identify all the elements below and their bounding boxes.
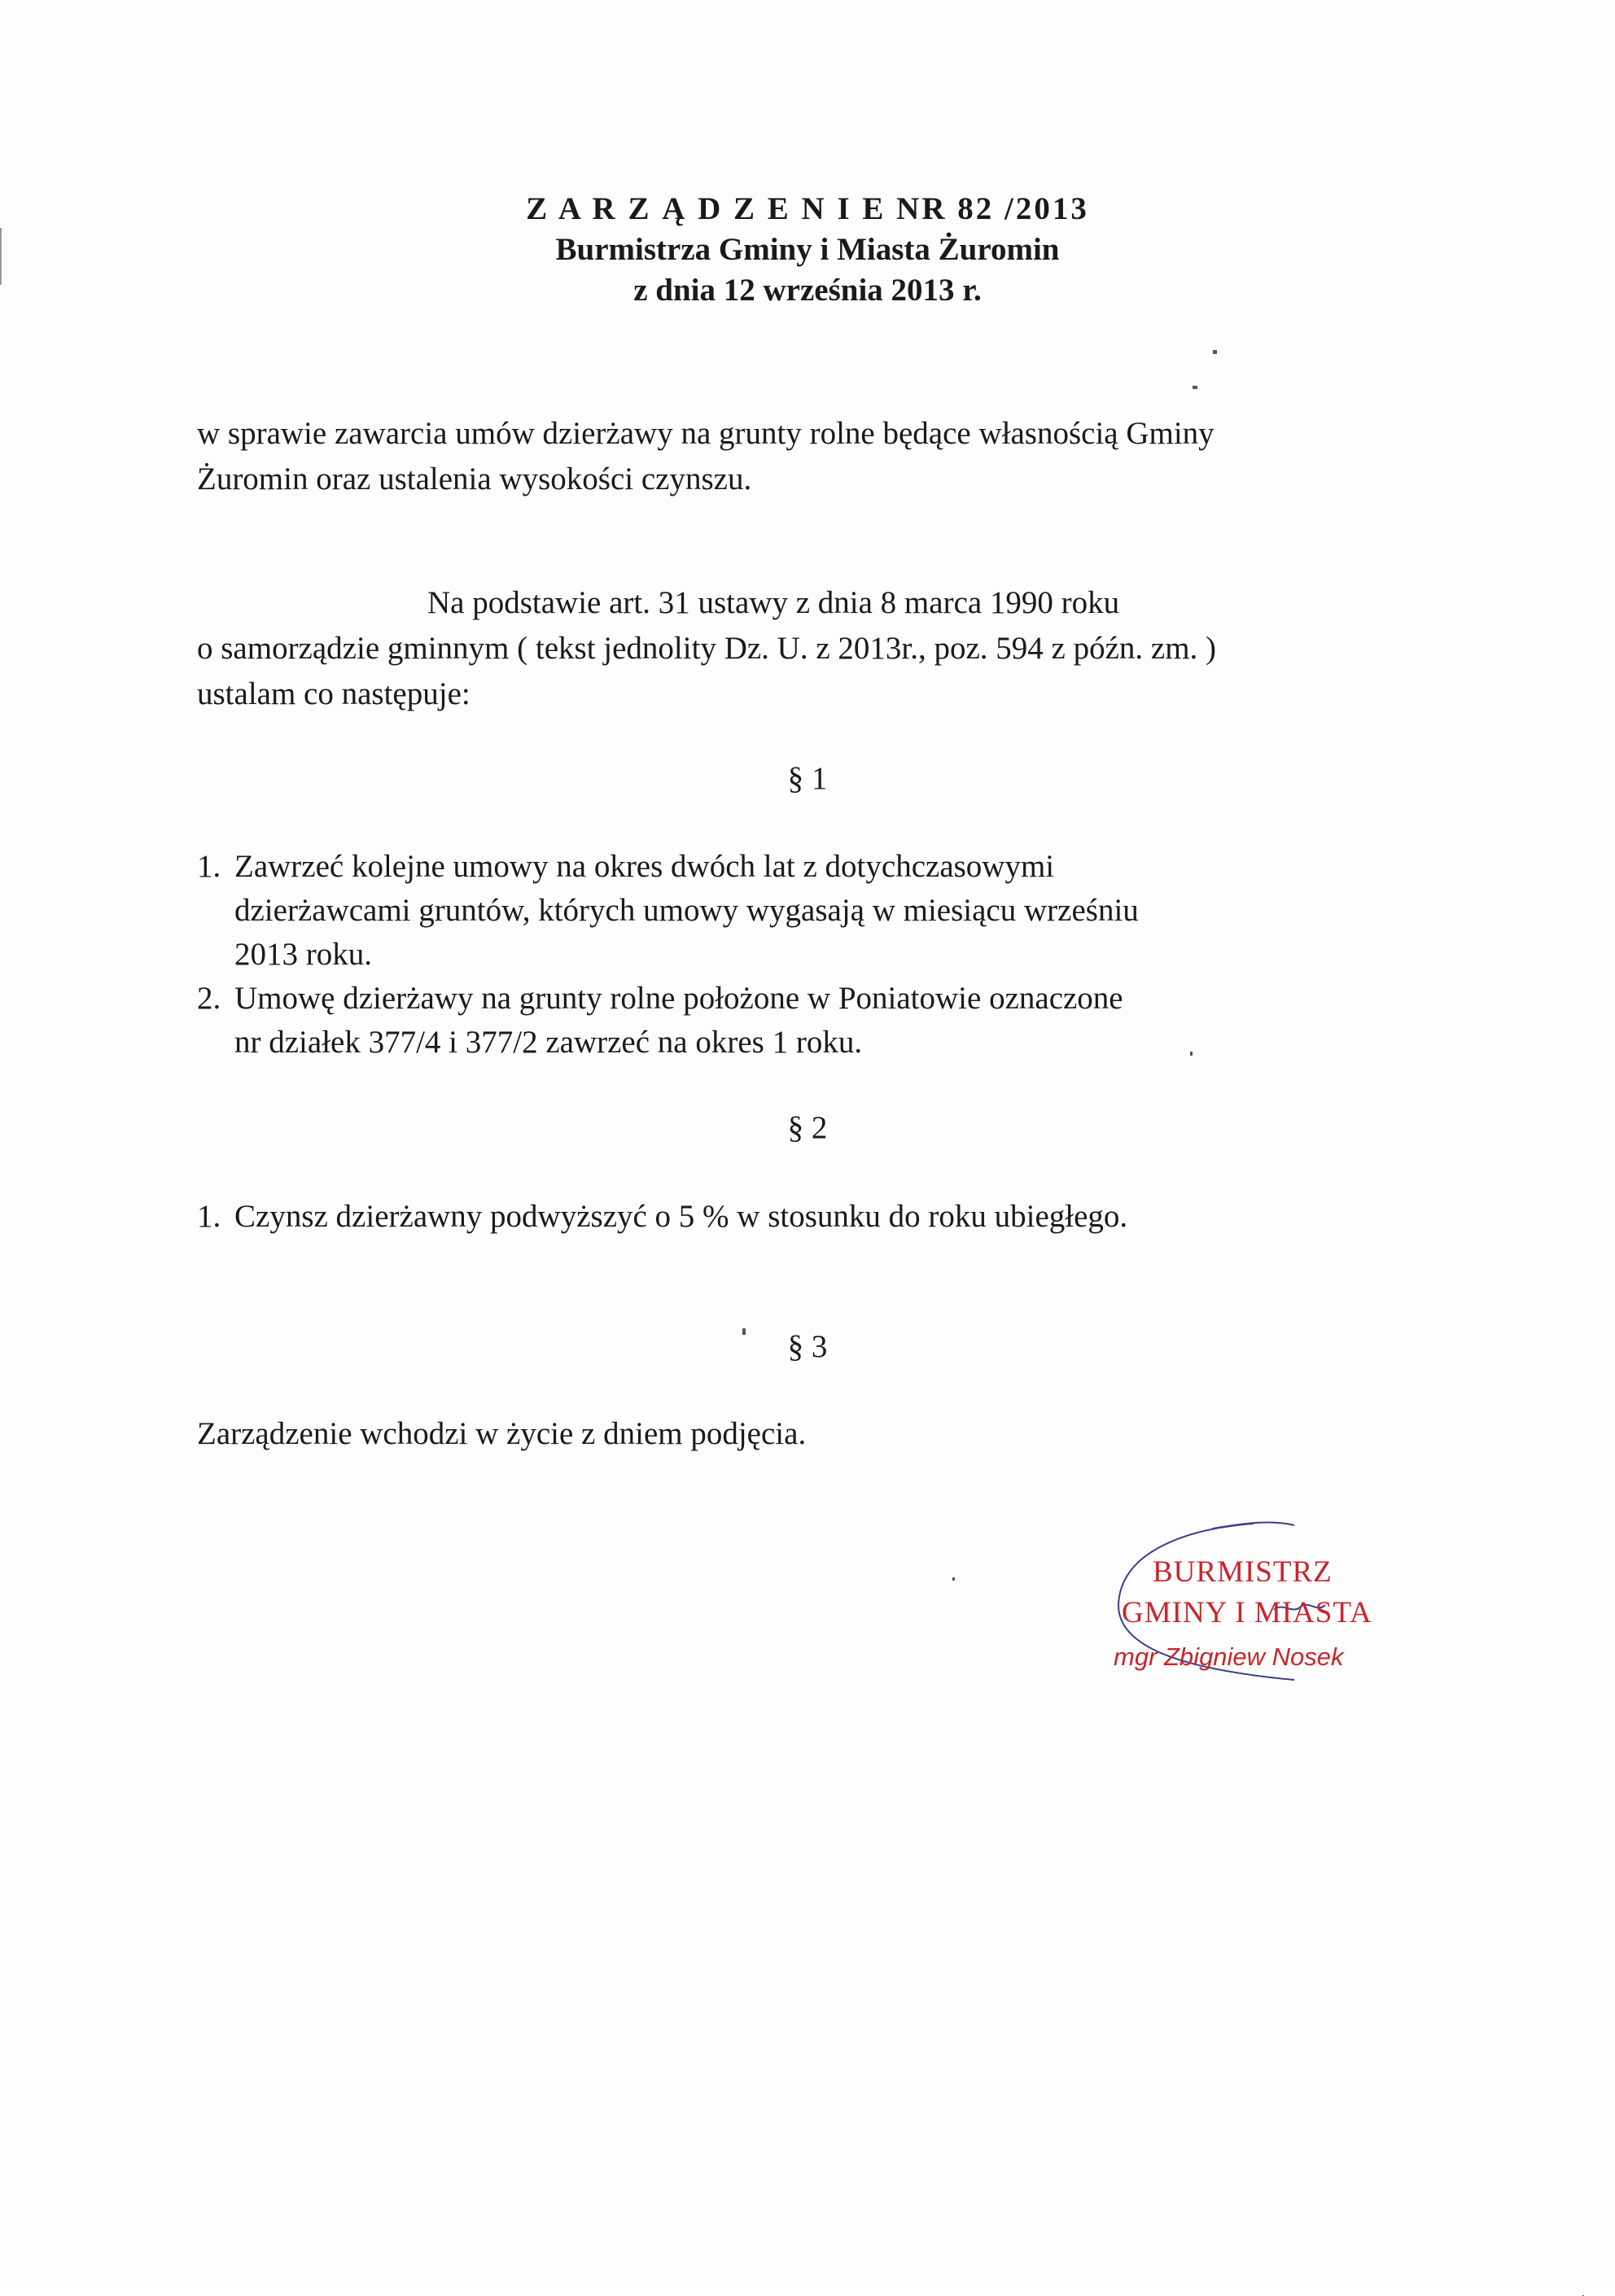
item-number: 2. bbox=[197, 981, 221, 1016]
preamble-line: o samorządzie gminnym ( tekst jednolity Dz. U. z 2013r., poz. 594 z późn. zm. ) bbox=[197, 631, 1217, 666]
document-date: z dnia 12 września 2013 r. bbox=[633, 273, 982, 308]
scan-speck bbox=[952, 1577, 955, 1581]
item-line: nr działek 377/4 i 377/2 zawrzeć na okres 1 roku. bbox=[234, 1025, 863, 1060]
scan-speck bbox=[742, 1328, 746, 1335]
item-text bbox=[234, 977, 1434, 1065]
section-1-item-2 bbox=[197, 977, 1434, 1065]
scan-speck bbox=[1213, 350, 1217, 354]
document-header bbox=[0, 189, 1615, 311]
closing-line: Zarządzenie wchodzi w życie z dniem podjęcia. bbox=[197, 1416, 807, 1451]
section-2-item-1 bbox=[197, 1195, 1434, 1239]
section-mark-3: § 3 bbox=[787, 1329, 828, 1364]
section-3-text bbox=[197, 1411, 1434, 1457]
item-line: dzierżawcami gruntów, których umowy wygasają w miesiącu wrześniu bbox=[234, 893, 1139, 928]
item-line: Zawrzeć kolejne umowy na okres dwóch lat z dotychczasowymi bbox=[234, 849, 1055, 884]
subject-line: w sprawie zawarcia umów dzierżawy na grunty rolne będące własnością Gminy bbox=[197, 416, 1215, 451]
official-stamp bbox=[1107, 1514, 1400, 1693]
stamp-line: GMINY I MIASTA bbox=[1122, 1596, 1372, 1629]
scan-speck bbox=[1193, 386, 1197, 389]
item-line: 2013 roku. bbox=[234, 937, 372, 972]
item-number: 1. bbox=[197, 849, 221, 884]
preamble-paragraph bbox=[197, 580, 1434, 717]
stamp-line: BURMISTRZ bbox=[1153, 1555, 1333, 1589]
section-mark-2: § 2 bbox=[787, 1110, 828, 1145]
scan-edge-mark bbox=[0, 228, 2, 285]
stamp-name: mgr Zbigniew Nosek bbox=[1114, 1642, 1344, 1671]
section-mark-1: § 1 bbox=[787, 761, 828, 796]
item-line: Czynsz dzierżawny podwyższyć o 5 % w stosunku do roku ubiegłego. bbox=[234, 1199, 1128, 1234]
document-issuer: Burmistrza Gminy i Miasta Żuromin bbox=[555, 232, 1060, 267]
section-1-item-1 bbox=[197, 845, 1434, 977]
preamble-line: ustalam co następuje: bbox=[197, 676, 470, 711]
subject-paragraph bbox=[197, 411, 1434, 502]
item-line: Umowę dzierżawy na grunty rolne położone w Poniatowie oznaczone bbox=[234, 981, 1123, 1016]
document-title: Z A R Z Ą D Z E N I E NR 82 /2013 bbox=[526, 191, 1089, 226]
subject-line: Żuromin oraz ustalenia wysokości czynszu. bbox=[197, 461, 752, 496]
scan-speck bbox=[1190, 1052, 1193, 1056]
preamble-line: Na podstawie art. 31 ustawy z dnia 8 marca 1990 roku bbox=[427, 585, 1120, 620]
item-text bbox=[234, 1195, 1434, 1239]
item-text bbox=[234, 845, 1434, 977]
item-number: 1. bbox=[197, 1199, 221, 1234]
